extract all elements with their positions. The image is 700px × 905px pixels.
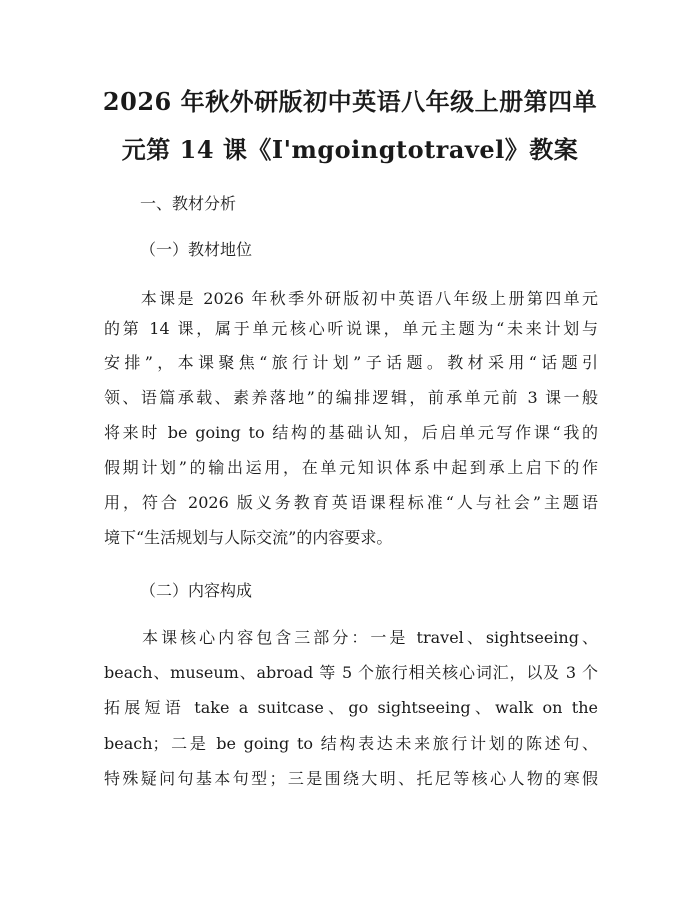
section-heading-textbook-analysis: 一、教材分析 xyxy=(140,194,237,213)
paragraph-line: beach；二是 be going to 结构表达未来旅行计划的陈述句、 xyxy=(104,734,598,753)
paragraph-line: beach、museum、abroad 等 5 个旅行相关核心词汇，以及 3 个 xyxy=(104,663,598,682)
paragraph-line: 用，符合 2026 版义务教育英语课程标准“人与社会”主题语 xyxy=(104,493,598,512)
paragraph-line: 本课是 2026 年秋季外研版初中英语八年级上册第四单元 xyxy=(104,289,598,308)
paragraph-line: 领、语篇承载、素养落地”的编排逻辑，前承单元前 3 课一般 xyxy=(104,388,598,407)
paragraph-line: 拓展短语 take a suitcase、go sightseeing、walk on the xyxy=(104,698,598,717)
paragraph-line: 特殊疑问句基本句型；三是围绕大明、托尼等核心人物的寒假 xyxy=(104,769,598,788)
subsection-heading-content-composition: （二）内容构成 xyxy=(140,581,253,600)
document-title-line-1: 2026 年秋外研版初中英语八年级上册第四单 xyxy=(102,87,598,116)
paragraph-line: 安排”，本课聚焦“旅行计划”子话题。教材采用“话题引 xyxy=(104,353,598,372)
paragraph-line: 假期计划”的输出运用，在单元知识体系中起到承上启下的作 xyxy=(104,458,598,477)
paragraph-line: 将来时 be going to 结构的基础认知，后启单元写作课“我的 xyxy=(104,423,598,442)
paragraph-line: 境下“生活规划与人际交流”的内容要求。 xyxy=(104,528,393,547)
paragraph-line: 本课核心内容包含三部分：一是 travel、sightseeing、 xyxy=(104,628,598,647)
paragraph-line: 的第 14 课，属于单元核心听说课，单元主题为“未来计划与 xyxy=(104,319,598,338)
subsection-heading-textbook-position: （一）教材地位 xyxy=(140,240,253,259)
document-title-line-2: 元第 14 课《I'mgoingtotravel》教案 xyxy=(121,135,579,164)
